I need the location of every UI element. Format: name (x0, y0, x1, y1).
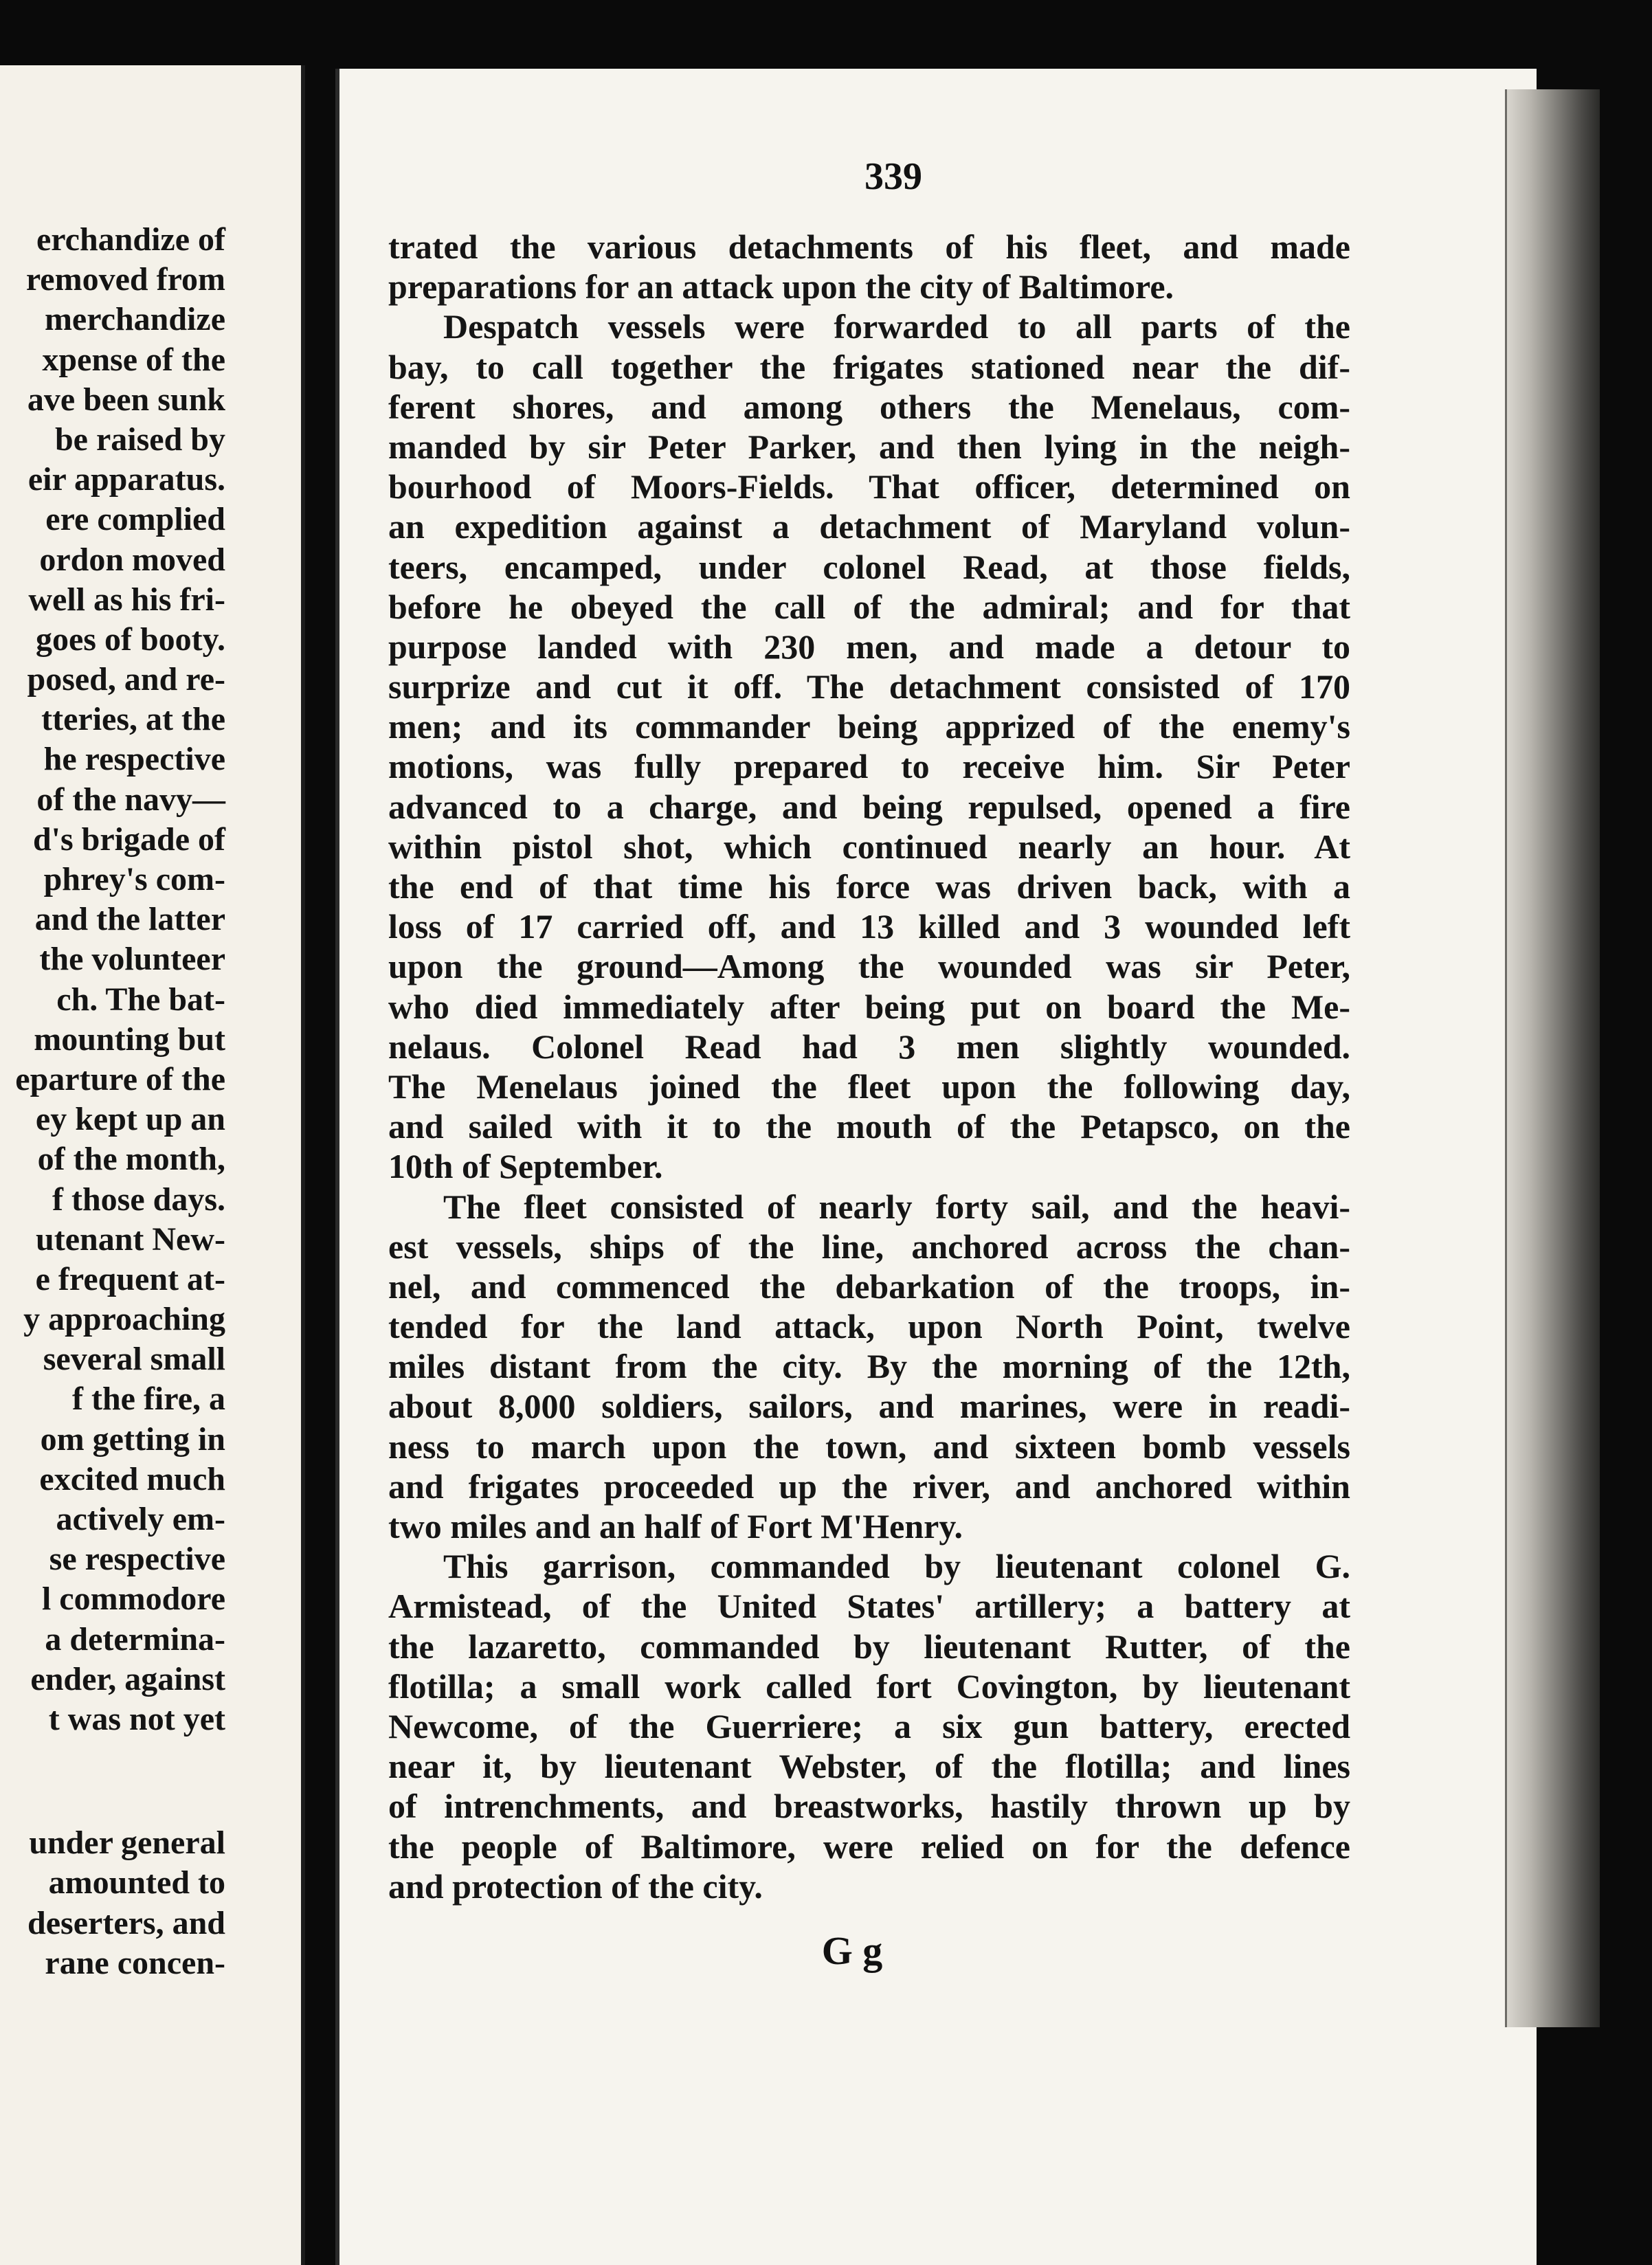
left-text-line: erchandize of (36, 221, 225, 258)
text-line: tended for the land attack, upon North Point, twelve (388, 1307, 1350, 1346)
text-line: and protection of the city. (388, 1866, 763, 1906)
left-page-fragment (0, 65, 305, 2265)
text-line: trated the various detachments of his fleet, and made (388, 227, 1350, 266)
text-line: teers, encamped, under colonel Read, at those fields, (388, 547, 1350, 586)
text-line: nel, and commenced the debarkation of the troops, in- (388, 1267, 1350, 1306)
text-line: est vessels, ships of the line, anchored across the chan- (388, 1227, 1350, 1266)
text-line: The Menelaus joined the fleet upon the following day, (388, 1067, 1350, 1106)
left-text-line: d's brigade of (32, 821, 225, 858)
left-text-line: f those days. (52, 1181, 225, 1218)
left-text-line: deserters, and (27, 1904, 225, 1941)
text-line: Newcome, of the Guerriere; a six gun battery, erected (388, 1706, 1350, 1745)
left-text-line: posed, and re- (27, 661, 225, 698)
text-line: purpose landed with 230 men, and made a detour to (388, 627, 1350, 666)
text-line: before he obeyed the call of the admiral; and for that (388, 587, 1350, 626)
left-text-line: of the navy— (36, 781, 225, 818)
left-text-line: the volunteer (39, 941, 225, 978)
text-line: bourhood of Moors-Fields. That officer, determined on (388, 467, 1350, 506)
body-text (388, 227, 1350, 1906)
text-line: Despatch vessels were forwarded to all parts of the (443, 307, 1350, 346)
text-line: motions, was fully prepared to receive him. Sir Peter (388, 747, 1350, 786)
text-line: within pistol shot, which continued nearly an hour. At (388, 827, 1350, 866)
left-text-line: well as his fri- (28, 581, 225, 618)
left-text-line: amounted to (48, 1864, 225, 1901)
text-line: flotilla; a small work called fort Covington, by lieutenant (388, 1666, 1350, 1706)
text-line: manded by sir Peter Parker, and then lying in the neigh- (388, 427, 1350, 466)
text-line: advanced to a charge, and being repulsed, opened a fire (388, 787, 1350, 826)
left-text-line: y approaching (23, 1301, 225, 1338)
text-line: and frigates proceeded up the river, and anchored within (388, 1466, 1350, 1506)
text-line: and sailed with it to the mouth of the Petapsco, on the (388, 1107, 1350, 1146)
left-text-line: be raised by (54, 421, 225, 458)
left-text-line: of the month, (37, 1141, 225, 1178)
text-line: bay, to call together the frigates stationed near the dif- (388, 347, 1350, 386)
text-line: preparations for an attack upon the city of Baltimore. (388, 267, 1174, 306)
left-text-line: se respective (49, 1541, 225, 1578)
text-line: who died immediately after being put on board the Me- (388, 987, 1350, 1026)
left-text-line: ender, against (30, 1660, 225, 1697)
text-line: the end of that time his force was driven back, with a (388, 867, 1350, 906)
left-text-line: f the fire, a (71, 1381, 225, 1418)
text-line: loss of 17 carried off, and 13 killed and 3 wounded left (388, 907, 1350, 946)
left-text-line: e frequent at- (35, 1260, 225, 1297)
text-line: upon the ground—Among the wounded was sir Peter, (388, 947, 1350, 986)
left-text-line: removed from (25, 261, 225, 298)
left-text-line: eparture of the (15, 1060, 225, 1097)
text-line: Armistead, of the United States' artillery; a battery at (388, 1587, 1350, 1626)
left-text-line: rane concen- (45, 1944, 225, 1981)
left-text-line: ere complied (45, 501, 225, 538)
page-edge-stack (1505, 89, 1600, 2027)
text-line: surprize and cut it off. The detachment consisted of 170 (388, 667, 1350, 706)
left-text-line: phrey's com- (43, 861, 225, 897)
text-line: 10th of September. (388, 1147, 663, 1186)
text-line: miles distant from the city. By the morning of the 12th, (388, 1347, 1350, 1386)
text-line: an expedition against a detachment of Maryland volun- (388, 507, 1350, 546)
left-text-line: several small (43, 1341, 225, 1378)
left-text-line: ordon moved (39, 541, 225, 578)
left-text-line: ch. The bat- (56, 981, 225, 1018)
left-text-line: excited much (39, 1460, 225, 1497)
text-line: ness to march upon the town, and sixteen bomb vessels (388, 1427, 1350, 1466)
left-text-line: om getting in (40, 1420, 225, 1458)
text-line: The fleet consisted of nearly forty sail, and the heavi- (443, 1187, 1350, 1226)
left-text-line: merchandize (44, 301, 225, 338)
left-text-line: he respective (43, 741, 225, 778)
text-line: near it, by lieutenant Webster, of the flotilla; and lines (388, 1747, 1350, 1786)
left-text-line: ave been sunk (27, 381, 225, 418)
text-line: nelaus. Colonel Read had 3 men slightly wounded. (388, 1027, 1350, 1066)
left-page-text (0, 220, 225, 1983)
text-line: the lazaretto, commanded by lieutenant Rutter, of the (388, 1627, 1350, 1666)
left-text-line: actively em- (56, 1501, 225, 1537)
left-text-line: utenant New- (36, 1220, 225, 1258)
left-text-line: ey kept up an (35, 1101, 225, 1138)
text-line: two miles and an half of Fort M'Henry. (388, 1507, 963, 1546)
left-text-line: eir apparatus. (27, 461, 225, 498)
left-text-line: l commodore (41, 1581, 225, 1618)
left-text-line: t was not yet (48, 1700, 225, 1737)
text-line: of intrenchments, and breastworks, hastily thrown up by (388, 1787, 1350, 1826)
left-text-line: a determina- (45, 1620, 225, 1658)
left-text-line: under general (29, 1825, 225, 1862)
text-line: the people of Baltimore, were relied on for the defence (388, 1827, 1350, 1866)
left-text-line: xpense of the (42, 341, 225, 378)
left-text-line: mounting but (34, 1020, 225, 1058)
text-line: ferent shores, and among others the Menelaus, com- (388, 387, 1350, 426)
text-line: men; and its commander being apprized of the enemy's (388, 707, 1350, 746)
signature-mark: G g (821, 1928, 883, 1973)
left-text-line: and the latter (34, 901, 225, 938)
left-text-gap (0, 1739, 225, 1823)
text-line: about 8,000 soldiers, sailors, and marines, were in readi- (388, 1387, 1350, 1426)
text-line: This garrison, commanded by lieutenant colonel G. (443, 1547, 1350, 1586)
page-number: 339 (864, 155, 922, 198)
left-text-line: tteries, at the (41, 701, 225, 738)
left-text-line: goes of booty. (36, 621, 225, 658)
